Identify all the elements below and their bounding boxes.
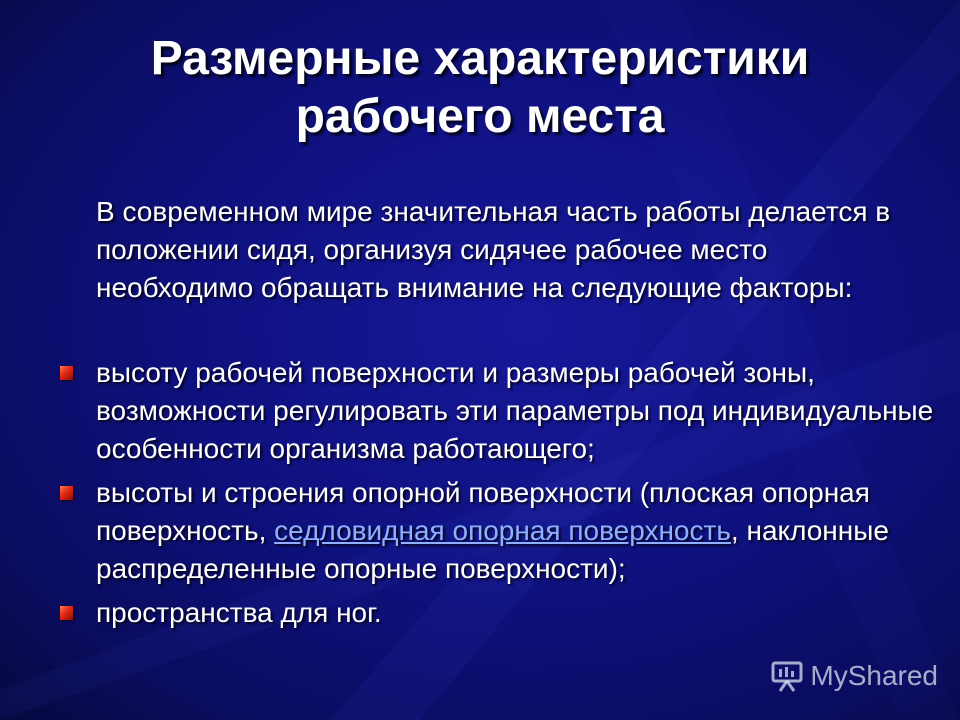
bullet-text-start: высоты и строения опорной поверхности (плоская опорная поверхность, [96,477,870,546]
intro-paragraph: В современном мире значительная часть работы делается в положении сидя, организуя сидячее рабочее место необходимо обращать внимание на следующие факторы: [96,196,891,303]
watermark-text: MyShared [810,660,938,691]
bullet-text: высоту рабочей поверхности и размеры рабочей зоны, возможности регулировать эти параметры под индивидуальные особенности организма работающего; [96,357,934,464]
bullet-list [0,354,960,638]
bullet-text: пространства для ног. [96,597,382,628]
myshared-watermark [770,660,938,692]
bullet-marker-icon [60,486,73,500]
title-line-1: Размерные характеристики [150,32,810,85]
bullet-marker-icon [60,606,73,620]
bullet-item-support-surface [0,474,936,588]
bullet-item-work-surface [0,354,936,468]
bullet-marker-icon [60,366,73,380]
saddle-surface-link[interactable]: седловидная опорная поверхность [274,515,731,546]
bullet-item-leg-space [0,594,936,632]
title-line-2: рабочего места [295,90,665,143]
slide-title [60,30,900,146]
projector-screen-icon [770,660,804,692]
bullet-text-end: , наклонные распределенные опорные поверхности); [96,515,889,584]
